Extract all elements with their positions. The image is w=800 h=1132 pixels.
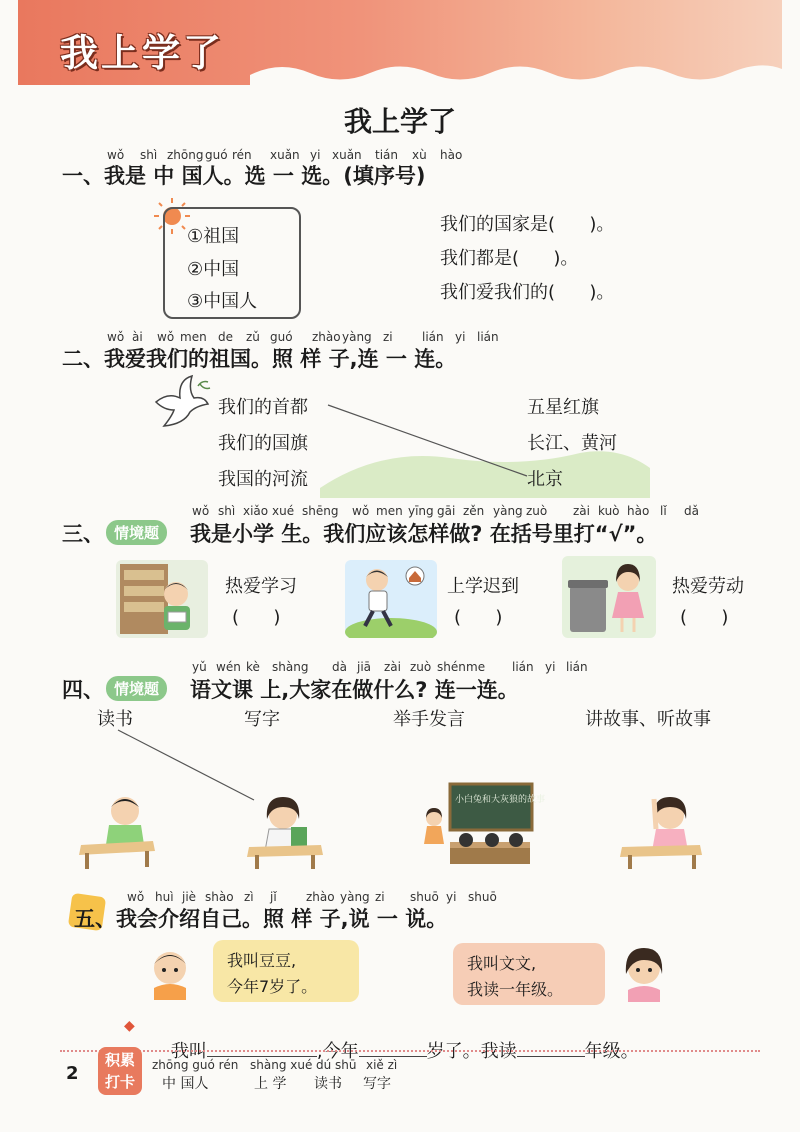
pinyin: lián	[512, 660, 534, 674]
pinyin: hào	[627, 504, 650, 518]
pinyin: wǒ	[157, 330, 175, 344]
pinyin: yi	[455, 330, 466, 344]
footer-divider	[60, 1050, 760, 1052]
item-2-paren[interactable]: ( )	[454, 607, 503, 628]
pinyin: wǒ	[192, 504, 210, 518]
speech-bubble-1: 我叫豆豆, 今年7岁了。	[213, 940, 359, 1002]
activity-label-1[interactable]: 读书	[97, 709, 133, 730]
diamond-bullet-icon: ◆	[124, 1018, 135, 1034]
pinyin: yi	[545, 660, 556, 674]
writing-boy-picture	[75, 785, 160, 870]
footer-word-pinyin-1: zhōng guó rén	[152, 1058, 239, 1072]
sentence-2[interactable]: 我们都是( )。	[440, 248, 579, 269]
item-3-paren[interactable]: ( )	[680, 607, 729, 628]
pinyin: wǒ	[107, 330, 125, 344]
option-1: ①祖国	[187, 226, 240, 247]
pinyin: zhào	[306, 890, 335, 904]
page-title: 我上学了	[343, 105, 456, 138]
pinyin: wǒ	[352, 504, 370, 518]
pinyin: zuò	[526, 504, 548, 518]
match-left-3[interactable]: 我国的河流	[218, 469, 308, 490]
pinyin: jiè	[182, 890, 197, 904]
match-left-2[interactable]: 我们的国旗	[218, 433, 308, 454]
pinyin: de	[218, 330, 233, 344]
speech-bubble-2: 我叫文文, 我读一年级。	[453, 943, 605, 1005]
pinyin: shēng	[302, 504, 339, 518]
pinyin: wén	[216, 660, 241, 674]
pinyin: yi	[446, 890, 457, 904]
pinyin: zhōng	[167, 148, 204, 162]
pinyin: lián	[422, 330, 444, 344]
item-2-label: 上学迟到	[447, 576, 519, 597]
pinyin: shào	[205, 890, 234, 904]
footer-word-pinyin-2: shàng xué	[250, 1058, 313, 1072]
scenario-tag: 情境题	[106, 676, 167, 701]
boy-doudou-icon	[140, 940, 200, 1000]
fill-part-2: ,今年	[316, 1041, 359, 1062]
section-3-heading: 我是小学 生。我们应该怎样做? 在括号里打“√”。	[190, 522, 658, 546]
section-4-number: 四、	[62, 678, 104, 702]
page-number: 2	[66, 1063, 79, 1084]
pinyin: zuò	[410, 660, 432, 674]
age-blank[interactable]	[359, 1038, 427, 1057]
item-3-label: 热爱劳动	[672, 576, 744, 597]
pinyin: shén	[437, 660, 466, 674]
footer-word-3: 读书	[314, 1076, 342, 1092]
pinyin: guó	[205, 148, 228, 162]
footer-word-2: 上 学	[254, 1076, 287, 1092]
match-left-1[interactable]: 我们的首都	[218, 397, 308, 418]
pinyin: zài	[384, 660, 401, 674]
pinyin: zài	[573, 504, 590, 518]
pinyin: zhào	[312, 330, 341, 344]
pinyin: shì	[218, 504, 236, 518]
pinyin: tián	[375, 148, 398, 162]
pinyin: ài	[132, 330, 143, 344]
pinyin: zǔ	[246, 330, 260, 344]
fill-part-4: 年级。	[584, 1041, 639, 1062]
section-5-heading: 五、我会介绍自己。照 样 子,说 一 说。	[74, 907, 448, 931]
pinyin: lián	[566, 660, 588, 674]
pinyin: jǐ	[270, 890, 277, 904]
pinyin: shàng	[272, 660, 309, 674]
sentence-3[interactable]: 我们爱我们的( )。	[440, 282, 615, 303]
pinyin: zi	[383, 330, 393, 344]
raising-hand-girl-picture	[618, 785, 708, 870]
pinyin: wǒ	[107, 148, 125, 162]
grade-blank[interactable]	[517, 1038, 585, 1057]
pinyin: kuò	[598, 504, 620, 518]
fill-part-1: 我叫	[170, 1041, 207, 1062]
pinyin: zì	[244, 890, 254, 904]
sentence-1[interactable]: 我们的国家是( )。	[440, 214, 615, 235]
section-1-heading: 一、我是 中 国人。选 一 选。(填序号)	[62, 164, 426, 188]
match-right-2[interactable]: 长江、黄河	[527, 433, 617, 454]
pinyin: dà	[332, 660, 347, 674]
item-1-label: 热爱学习	[225, 576, 297, 597]
pinyin: men	[376, 504, 403, 518]
pinyin: lǐ	[660, 504, 667, 518]
pinyin: shuō	[410, 890, 439, 904]
pinyin: jiā	[357, 660, 372, 674]
pinyin: yàng	[493, 504, 523, 518]
pinyin: wǒ	[127, 890, 145, 904]
name-blank[interactable]	[207, 1038, 317, 1057]
pinyin: me	[466, 660, 486, 674]
activity-label-3[interactable]: 举手发言	[393, 709, 465, 730]
footer-word-1: 中 国人	[162, 1076, 209, 1092]
pinyin: rén	[232, 148, 252, 162]
pinyin: huì	[155, 890, 174, 904]
pinyin: xiǎo	[243, 504, 269, 518]
pinyin: guó	[270, 330, 293, 344]
activity-label-2[interactable]: 写字	[244, 709, 280, 730]
scenario-tag: 情境题	[106, 520, 167, 545]
activity-label-4[interactable]: 讲故事、听故事	[585, 709, 711, 730]
girl-wenwen-icon	[612, 940, 674, 1002]
pinyin: yǔ	[192, 660, 207, 674]
match-right-1[interactable]: 五星红旗	[527, 397, 599, 418]
fill-part-3: 岁了。我读	[426, 1041, 517, 1062]
pinyin: yīng	[408, 504, 434, 518]
reading-girl-picture	[243, 785, 328, 870]
item-1-paren[interactable]: ( )	[232, 607, 281, 628]
pinyin: xù	[412, 148, 427, 162]
section-4-heading: 语文课 上,大家在做什么? 连一连。	[190, 678, 519, 702]
pinyin: kè	[246, 660, 260, 674]
pinyin: zi	[375, 890, 385, 904]
pinyin: xuǎn	[270, 148, 300, 162]
pinyin: hào	[440, 148, 463, 162]
header-title: 我上学了	[60, 31, 225, 75]
pinyin: lián	[477, 330, 499, 344]
accumulate-badge: 积累 打卡	[98, 1047, 142, 1095]
pinyin: yi	[310, 148, 321, 162]
section-3-number: 三、	[62, 522, 104, 546]
pinyin: shì	[140, 148, 158, 162]
footer-word-4: 写字	[363, 1076, 391, 1092]
blackboard-text: 小白兔和大灰狼的故事	[455, 795, 546, 805]
pinyin: xué	[272, 504, 295, 518]
pinyin: xuǎn	[332, 148, 362, 162]
footer-word-pinyin-3: dú shū	[316, 1058, 357, 1072]
pinyin: gāi	[437, 504, 456, 518]
section-2-heading: 二、我爱我们的祖国。照 样 子,连 一 连。	[62, 347, 457, 371]
option-2: ②中国	[187, 259, 240, 280]
footer-word-pinyin-4: xiě zì	[366, 1058, 398, 1072]
pinyin: shuō	[468, 890, 497, 904]
pinyin: yàng	[340, 890, 370, 904]
pinyin: men	[180, 330, 207, 344]
pinyin: yàng	[342, 330, 372, 344]
pinyin: zěn	[463, 504, 485, 518]
pinyin: dǎ	[684, 504, 699, 518]
match-right-3[interactable]: 北京	[527, 469, 563, 490]
option-3: ③中国人	[187, 291, 258, 312]
